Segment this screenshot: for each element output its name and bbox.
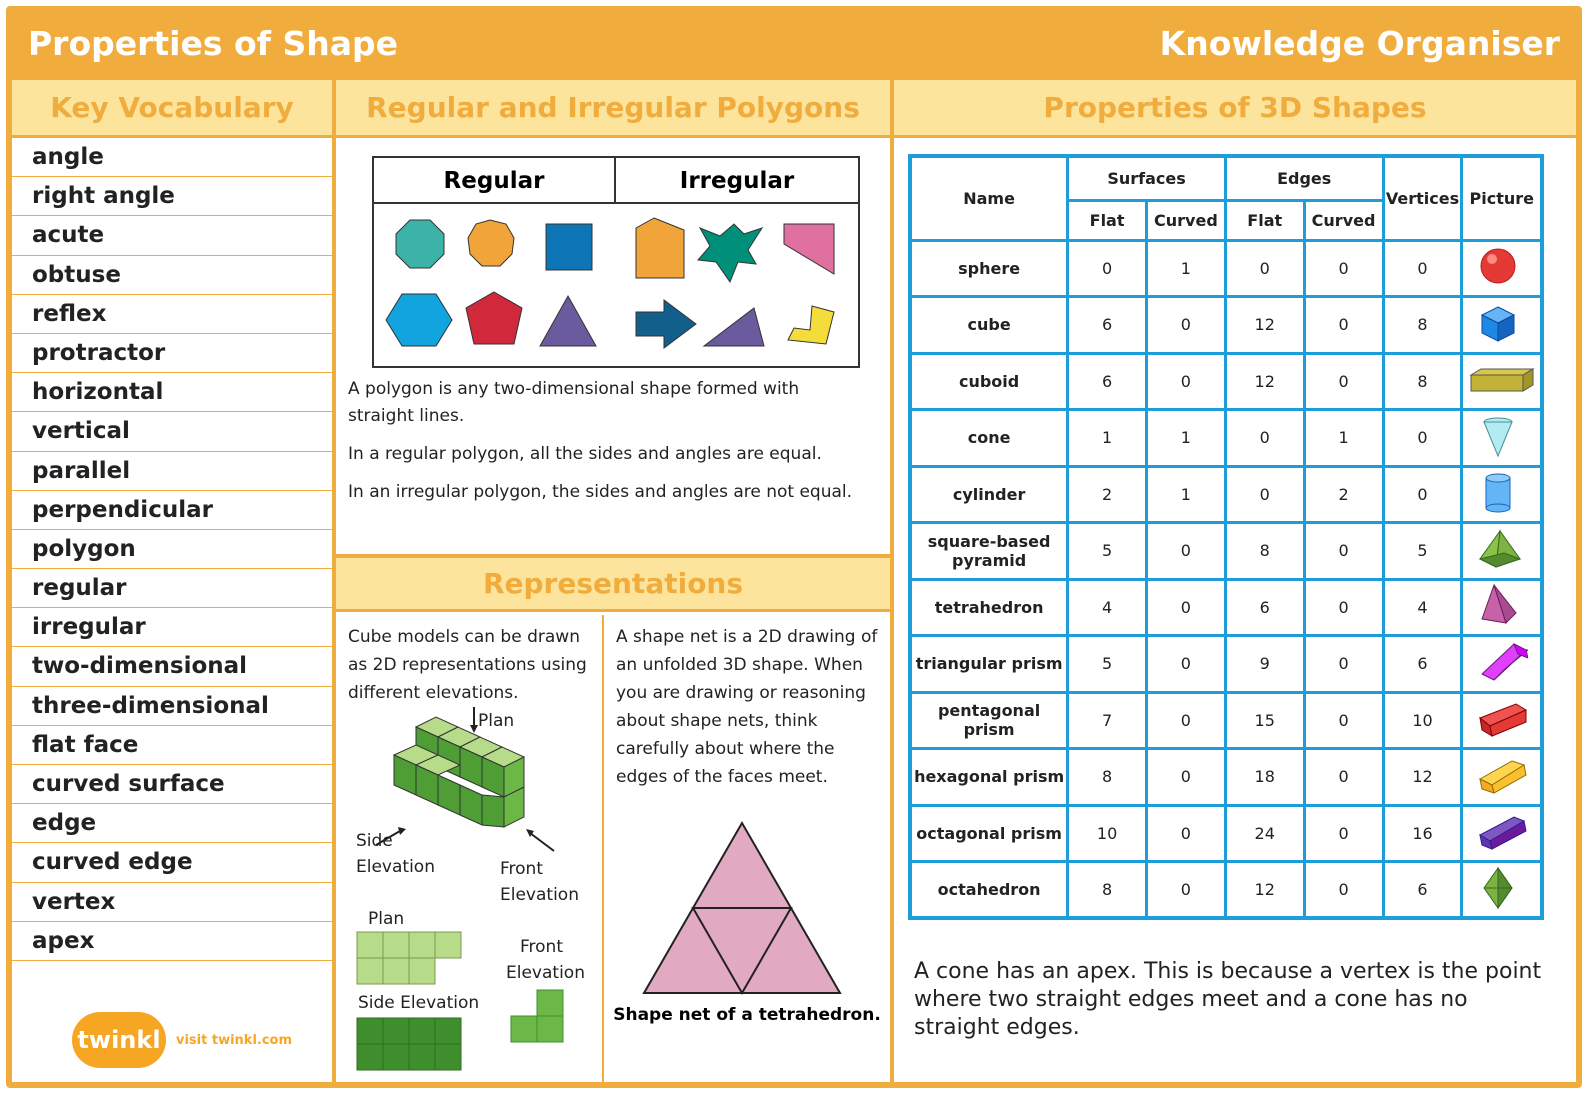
polygons-column bbox=[336, 80, 894, 1088]
shape-name-cell: cube bbox=[910, 297, 1068, 354]
representations-heading: Representations bbox=[336, 558, 890, 612]
vertices-cell: 16 bbox=[1383, 805, 1462, 862]
hexagonal-prism-icon bbox=[1476, 753, 1528, 797]
vocab-item: curved surface bbox=[12, 765, 332, 804]
shape-net-panel bbox=[604, 615, 890, 1088]
tetrahedron-net-drawing bbox=[642, 821, 842, 995]
nonagon-shape bbox=[468, 220, 514, 266]
vertices-cell: 5 bbox=[1383, 523, 1462, 580]
irregular-definition: In an irregular polygon, the sides and angles are not equal. bbox=[348, 482, 853, 502]
flat-edges-cell: 12 bbox=[1225, 297, 1304, 354]
shape-picture-cell bbox=[1462, 749, 1542, 806]
representations-section bbox=[336, 554, 890, 1088]
cone-apex-note: A cone has an apex. This is because a vertex is the point where two straight edges meet and a cone has no straight edges. bbox=[914, 959, 1542, 1040]
plan-view-label: Plan bbox=[368, 909, 405, 929]
col-surfaces-header: Surfaces bbox=[1068, 156, 1226, 200]
front-elevation-label: Elevation bbox=[500, 885, 579, 905]
front-view-label: Front bbox=[520, 937, 563, 957]
vertices-cell: 10 bbox=[1383, 692, 1462, 749]
shapes3d-column bbox=[894, 80, 1576, 1088]
cone-icon bbox=[1476, 414, 1528, 458]
curved-edges-cell: 0 bbox=[1304, 749, 1383, 806]
vertices-cell: 0 bbox=[1383, 410, 1462, 467]
curved-surfaces-cell: 0 bbox=[1146, 692, 1225, 749]
shape-name-cell: tetrahedron bbox=[910, 579, 1068, 636]
cube-icon bbox=[1476, 301, 1528, 345]
flat-edges-cell: 9 bbox=[1225, 636, 1304, 693]
col-picture-header: Picture bbox=[1462, 156, 1542, 240]
side-elevation-label: Elevation bbox=[356, 857, 435, 877]
pentagonal-prism-icon bbox=[1476, 696, 1528, 740]
flat-edges-cell: 24 bbox=[1225, 805, 1304, 862]
sub-flat-surfaces: Flat bbox=[1068, 200, 1147, 240]
flat-surfaces-cell: 7 bbox=[1068, 692, 1147, 749]
flat-surfaces-cell: 10 bbox=[1068, 805, 1147, 862]
shape-picture-cell bbox=[1462, 240, 1542, 297]
shape-name-cell: hexagonal prism bbox=[910, 749, 1068, 806]
shape-picture-cell bbox=[1462, 805, 1542, 862]
flat-surfaces-cell: 2 bbox=[1068, 466, 1147, 523]
front-label: Front bbox=[500, 859, 543, 879]
irregular-pentagon-shape bbox=[636, 218, 684, 278]
curved-edges-cell: 0 bbox=[1304, 862, 1383, 919]
front-view-label-2: Elevation bbox=[506, 963, 585, 983]
shape-row bbox=[910, 579, 1542, 636]
vocab-item: edge bbox=[12, 804, 332, 843]
irregular-header: Irregular bbox=[616, 158, 858, 204]
curved-surfaces-cell: 0 bbox=[1146, 523, 1225, 580]
regular-header: Regular bbox=[374, 158, 616, 204]
vocab-item: horizontal bbox=[12, 373, 332, 412]
curved-edges-cell: 0 bbox=[1304, 353, 1383, 410]
flat-surfaces-cell: 4 bbox=[1068, 579, 1147, 636]
tetrahedron-icon bbox=[1476, 583, 1528, 627]
curved-edges-cell: 0 bbox=[1304, 523, 1383, 580]
side-label: Side bbox=[356, 831, 393, 851]
col-edges-header: Edges bbox=[1225, 156, 1383, 200]
twinkl-logo[interactable] bbox=[72, 1012, 292, 1068]
square-based-pyramid-icon bbox=[1476, 527, 1528, 571]
vocab-item: curved edge bbox=[12, 843, 332, 882]
vocab-item: protractor bbox=[12, 334, 332, 373]
page-subtitle: Knowledge Organiser bbox=[1159, 24, 1560, 63]
flat-surfaces-cell: 8 bbox=[1068, 862, 1147, 919]
curved-edges-cell: 0 bbox=[1304, 297, 1383, 354]
curved-edges-cell: 0 bbox=[1304, 579, 1383, 636]
shape-name-cell: pentagonal prism bbox=[910, 692, 1068, 749]
shape-picture-cell bbox=[1462, 862, 1542, 919]
vertices-cell: 4 bbox=[1383, 579, 1462, 636]
shapes3d-heading: Properties of 3D Shapes bbox=[894, 80, 1576, 138]
scalene-triangle-shape bbox=[704, 308, 764, 346]
shape-row bbox=[910, 240, 1542, 297]
shape-row bbox=[910, 297, 1542, 354]
shape-name-cell: cylinder bbox=[910, 466, 1068, 523]
vertices-cell: 0 bbox=[1383, 466, 1462, 523]
octagon-shape bbox=[396, 220, 444, 268]
vocab-item: flat face bbox=[12, 726, 332, 765]
curved-surfaces-cell: 1 bbox=[1146, 410, 1225, 467]
vertices-cell: 6 bbox=[1383, 862, 1462, 919]
hexagon-shape bbox=[386, 294, 452, 346]
shape-picture-cell bbox=[1462, 579, 1542, 636]
curved-surfaces-cell: 0 bbox=[1146, 297, 1225, 354]
sphere-icon bbox=[1476, 244, 1528, 288]
arrow-shape bbox=[636, 300, 696, 348]
vocab-item: acute bbox=[12, 216, 332, 255]
irregular-hexagon-shape bbox=[788, 306, 834, 344]
curved-edges-cell: 2 bbox=[1304, 466, 1383, 523]
shape-name-cell: triangular prism bbox=[910, 636, 1068, 693]
col-name-header: Name bbox=[910, 156, 1068, 240]
vocab-item: regular bbox=[12, 569, 332, 608]
shape-row bbox=[910, 749, 1542, 806]
shape-net-text: A shape net is a 2D drawing of an unfolded 3D shape. When you are drawing or reasoning about shape nets, think carefully about where the edges of the faces meet. bbox=[616, 627, 878, 787]
side-elevation-view-label: Side Elevation bbox=[358, 993, 480, 1013]
polygon-explanation bbox=[348, 376, 868, 517]
shape-name-cell: sphere bbox=[910, 240, 1068, 297]
shape-picture-cell bbox=[1462, 692, 1542, 749]
vocab-item: three-dimensional bbox=[12, 687, 332, 726]
shape-row bbox=[910, 805, 1542, 862]
vocab-item: vertical bbox=[12, 412, 332, 451]
cuboid-icon bbox=[1467, 357, 1537, 401]
vertices-cell: 6 bbox=[1383, 636, 1462, 693]
flat-edges-cell: 18 bbox=[1225, 749, 1304, 806]
shapes3d-table bbox=[908, 154, 1544, 920]
flat-surfaces-cell: 6 bbox=[1068, 353, 1147, 410]
curved-surfaces-cell: 0 bbox=[1146, 353, 1225, 410]
vocab-item: right angle bbox=[12, 177, 332, 216]
sub-curved-surfaces: Curved bbox=[1146, 200, 1225, 240]
vocab-item: two-dimensional bbox=[12, 647, 332, 686]
flat-surfaces-cell: 8 bbox=[1068, 749, 1147, 806]
curved-surfaces-cell: 0 bbox=[1146, 862, 1225, 919]
curved-surfaces-cell: 1 bbox=[1146, 240, 1225, 297]
vocab-item: parallel bbox=[12, 452, 332, 491]
shape-picture-cell bbox=[1462, 353, 1542, 410]
curved-surfaces-cell: 0 bbox=[1146, 749, 1225, 806]
shape-name-cell: octagonal prism bbox=[910, 805, 1068, 862]
shape-row bbox=[910, 692, 1542, 749]
flat-edges-cell: 0 bbox=[1225, 410, 1304, 467]
plan-view-grid bbox=[356, 931, 466, 987]
front-elevation-grid bbox=[510, 989, 566, 1045]
vertices-cell: 0 bbox=[1383, 240, 1462, 297]
shape-picture-cell bbox=[1462, 636, 1542, 693]
triangular-prism-icon bbox=[1476, 640, 1528, 684]
cube-models-text: Cube models can be drawn as 2D representations using different elevations. bbox=[348, 627, 587, 703]
flat-surfaces-cell: 1 bbox=[1068, 410, 1147, 467]
sub-flat-edges: Flat bbox=[1225, 200, 1304, 240]
cube-models-panel bbox=[336, 615, 604, 1088]
pentagon-shape bbox=[466, 292, 522, 344]
shape-name-cell: square-based pyramid bbox=[910, 523, 1068, 580]
flat-surfaces-cell: 5 bbox=[1068, 636, 1147, 693]
flat-surfaces-cell: 5 bbox=[1068, 523, 1147, 580]
curved-surfaces-cell: 0 bbox=[1146, 636, 1225, 693]
curved-edges-cell: 1 bbox=[1304, 410, 1383, 467]
curved-edges-cell: 0 bbox=[1304, 692, 1383, 749]
vocab-item: perpendicular bbox=[12, 491, 332, 530]
shape-picture-cell bbox=[1462, 523, 1542, 580]
shape-row bbox=[910, 862, 1542, 919]
vocab-item: irregular bbox=[12, 608, 332, 647]
shape-picture-cell bbox=[1462, 410, 1542, 467]
vocab-item: apex bbox=[12, 922, 332, 961]
title-banner bbox=[12, 12, 1576, 80]
regular-definition: In a regular polygon, all the sides and angles are equal. bbox=[348, 444, 822, 464]
flat-surfaces-cell: 6 bbox=[1068, 297, 1147, 354]
shape-row bbox=[910, 353, 1542, 410]
curved-surfaces-cell: 0 bbox=[1146, 579, 1225, 636]
vertices-cell: 8 bbox=[1383, 297, 1462, 354]
page-title: Properties of Shape bbox=[28, 24, 399, 63]
curved-surfaces-cell: 0 bbox=[1146, 805, 1225, 862]
polygon-definition: A polygon is any two-dimensional shape formed with straight lines. bbox=[348, 379, 800, 426]
triangle-shape bbox=[540, 296, 596, 346]
shape-name-cell: cuboid bbox=[910, 353, 1068, 410]
flat-edges-cell: 0 bbox=[1225, 466, 1304, 523]
shape-name-cell: cone bbox=[910, 410, 1068, 467]
curved-edges-cell: 0 bbox=[1304, 805, 1383, 862]
flat-edges-cell: 15 bbox=[1225, 692, 1304, 749]
shape-row bbox=[910, 523, 1542, 580]
flat-edges-cell: 12 bbox=[1225, 353, 1304, 410]
curved-edges-cell: 0 bbox=[1304, 636, 1383, 693]
irregular-star-shape bbox=[698, 224, 762, 282]
side-elevation-grid bbox=[356, 1017, 466, 1073]
shape-row bbox=[910, 410, 1542, 467]
logo-cloud: twinkl bbox=[72, 1012, 166, 1068]
shape-row bbox=[910, 636, 1542, 693]
flat-edges-cell: 6 bbox=[1225, 579, 1304, 636]
shape-picture-cell bbox=[1462, 297, 1542, 354]
shape-row bbox=[910, 466, 1542, 523]
vocab-column bbox=[12, 80, 336, 1088]
vocab-list bbox=[12, 138, 332, 961]
polygon-table bbox=[372, 156, 860, 368]
flat-edges-cell: 8 bbox=[1225, 523, 1304, 580]
octahedron-icon bbox=[1476, 866, 1528, 910]
shape-picture-cell bbox=[1462, 466, 1542, 523]
vocab-item: polygon bbox=[12, 530, 332, 569]
sub-curved-edges: Curved bbox=[1304, 200, 1383, 240]
vertices-cell: 8 bbox=[1383, 353, 1462, 410]
flat-edges-cell: 0 bbox=[1225, 240, 1304, 297]
vocab-item: obtuse bbox=[12, 256, 332, 295]
col-vertices-header: Vertices bbox=[1383, 156, 1462, 240]
shape-net-caption: Shape net of a tetrahedron. bbox=[613, 1005, 881, 1025]
vocab-item: reflex bbox=[12, 295, 332, 334]
square-shape bbox=[546, 224, 592, 270]
page-frame bbox=[6, 6, 1582, 1088]
octagonal-prism-icon bbox=[1476, 809, 1528, 853]
polygon-shapes bbox=[374, 204, 858, 366]
shape-name-cell: octahedron bbox=[910, 862, 1068, 919]
visit-link[interactable]: visit twinkl.com bbox=[176, 1032, 293, 1048]
curved-edges-cell: 0 bbox=[1304, 240, 1383, 297]
polygons-heading: Regular and Irregular Polygons bbox=[336, 80, 890, 138]
plan-label: Plan bbox=[478, 711, 515, 731]
flat-edges-cell: 12 bbox=[1225, 862, 1304, 919]
cylinder-icon bbox=[1476, 470, 1528, 514]
vocab-heading: Key Vocabulary bbox=[12, 80, 332, 138]
irregular-quad-shape bbox=[784, 224, 834, 274]
vocab-item: vertex bbox=[12, 883, 332, 922]
vertices-cell: 12 bbox=[1383, 749, 1462, 806]
flat-surfaces-cell: 0 bbox=[1068, 240, 1147, 297]
curved-surfaces-cell: 1 bbox=[1146, 466, 1225, 523]
vocab-item: angle bbox=[12, 138, 332, 177]
